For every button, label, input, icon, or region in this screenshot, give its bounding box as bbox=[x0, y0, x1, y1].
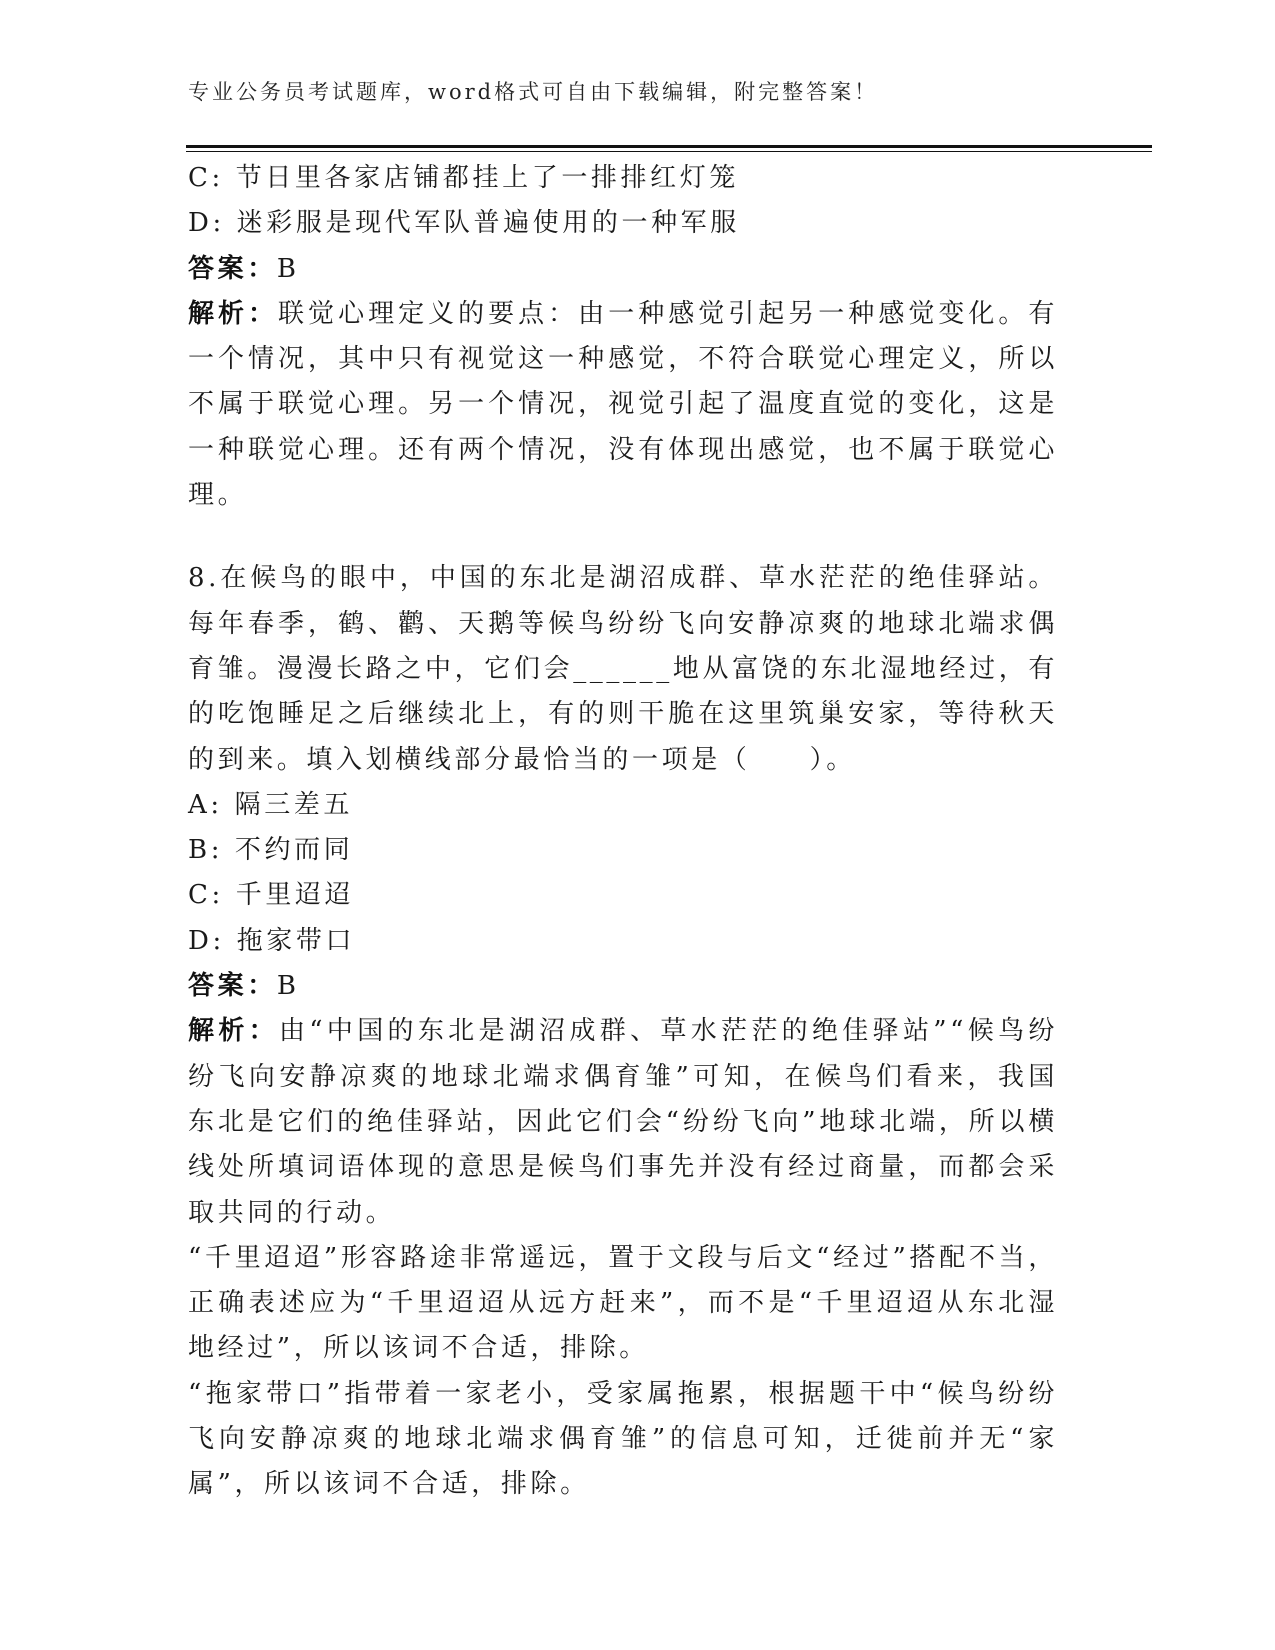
q7-analysis bbox=[188, 292, 1058, 518]
q8-analysis-p3: “拖家带口”指带着一家老小，受家属拖累，根据题干中“候鸟纷纷飞向安静凉爽的地球北端求偶育雏”的信息可知，迁徙前并无“家属”，所以该词不合适，排除。 bbox=[188, 1378, 1058, 1500]
q8-option-b: B: 不约而同 bbox=[188, 835, 354, 866]
q8-analysis-label: 解析： bbox=[188, 1016, 279, 1047]
q8-answer-value: B bbox=[276, 971, 300, 1002]
q8-analysis-p2: “千里迢迢”形容路途非常遥远，置于文段与后文“经过”搭配不当，正确表述应为“千里迢迢从远方赶来”，而不是“千里迢迢从东北湿地经过”，所以该词不合适，排除。 bbox=[188, 1242, 1058, 1364]
q8-stem: 8.在候鸟的眼中，中国的东北是湖沼成群、草水茫茫的绝佳驿站。每年春季，鹤、鹳、天鹅等候鸟纷纷飞向安静凉爽的地球北端求偶育雏。漫漫长路之中，它们会______地从富饶的东北湿地经过，有的吃饱睡足之后继续北上，有的则干脆在这里筑巢安家，等待秋天的到来。填入划横线部分最恰当的一项是（ ）。 bbox=[188, 563, 1058, 775]
q7-answer-value: B bbox=[276, 253, 300, 284]
header-rule-thick bbox=[186, 145, 1152, 148]
document-body bbox=[188, 156, 1058, 1508]
q8-option-a: A: 隔三差五 bbox=[188, 789, 354, 820]
q8-option-d: D: 拖家带口 bbox=[188, 925, 356, 956]
q8-analysis-text-1: 由“中国的东北是湖沼成群、草水茫茫的绝佳驿站”“候鸟纷纷飞向安静凉爽的地球北端求偶育雏”可知，在候鸟们看来，我国东北是它们的绝佳驿站，因此它们会“纷纷飞向”地球北端，所以横线处所填词语体现的意思是候鸟们事先并没有经过商量，而都会采取共同的行动。 bbox=[188, 1016, 1059, 1228]
question-spacer bbox=[188, 518, 1058, 556]
q7-analysis-label: 解析： bbox=[188, 298, 279, 329]
q7-option-d: D: 迷彩服是现代军队普遍使用的一种军服 bbox=[188, 208, 740, 239]
q8-answer-label: 答案： bbox=[188, 971, 277, 1002]
q7-option-c: C: 节日里各家店铺都挂上了一排排红灯笼 bbox=[188, 163, 739, 193]
q7-answer bbox=[188, 247, 1058, 292]
page-header: 专业公务员考试题库，word格式可自由下载编辑，附完整答案！ bbox=[188, 80, 879, 104]
q7-answer-label: 答案： bbox=[188, 253, 277, 284]
q7-analysis-text: 联觉心理定义的要点：由一种感觉引起另一种感觉变化。有一个情况，其中只有视觉这一种感觉，不符合联觉心理定义，所以不属于联觉心理。另一个情况，视觉引起了温度直觉的变化，这是一种联觉心理。还有两个情况，没有体现出感觉，也不属于联觉心理。 bbox=[188, 298, 1058, 511]
q8-analysis-p1 bbox=[188, 1009, 1058, 1235]
q8-answer bbox=[188, 964, 1058, 1009]
q8-option-c: C: 千里迢迢 bbox=[188, 880, 355, 911]
header-rule-thin bbox=[186, 151, 1152, 152]
